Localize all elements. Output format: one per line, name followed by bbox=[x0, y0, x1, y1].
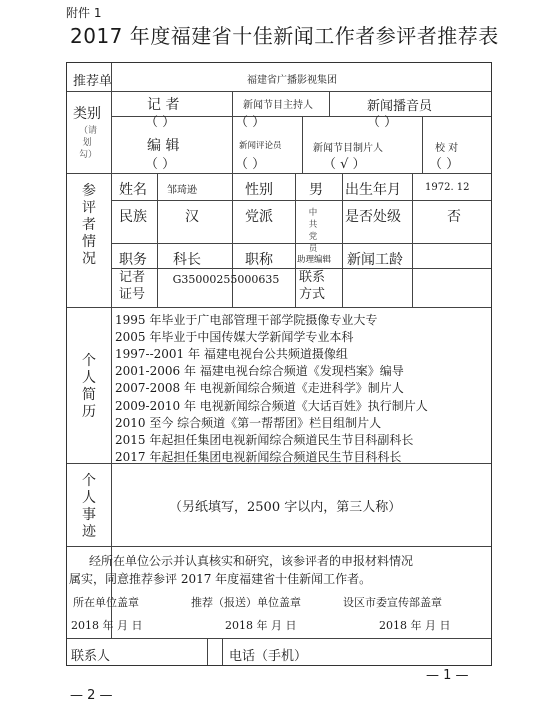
resume-line: 1997--2001 年 福建电视台公共频道摄像组 bbox=[115, 347, 348, 361]
birth-value: 1972. 12 bbox=[425, 182, 470, 193]
category-option-producer: 新闻节目制片人 bbox=[313, 143, 383, 154]
resume-label: 个人简历 bbox=[82, 353, 96, 420]
birth-label: 出生年月 bbox=[345, 182, 401, 198]
seal-dept: 设区市委宣传部盖章 bbox=[343, 596, 442, 609]
category-mark-producer: （ √ ） bbox=[323, 157, 366, 172]
form-title: 2017 年度福建省十佳新闻工作者参评者推荐表 bbox=[70, 24, 499, 48]
resume-line: 2007-2008 年 电视新闻综合频道《走进科学》制片人 bbox=[115, 381, 404, 395]
rank-value: 否 bbox=[447, 209, 461, 225]
category-option-proofreader: 校 对 bbox=[435, 143, 459, 154]
seal-date: 2018 年 月 日 bbox=[71, 619, 143, 632]
seal-date: 2018 年 月 日 bbox=[379, 619, 451, 632]
years-label: 新闻工龄 bbox=[347, 252, 403, 268]
rank-label: 是否处级 bbox=[345, 209, 401, 225]
gender-value: 男 bbox=[309, 182, 323, 198]
deeds-note: （另纸填写，2500 字以内，第三人称） bbox=[169, 500, 402, 515]
ethnicity-value: 汉 bbox=[185, 209, 199, 225]
recommender-value: 福建省广播影视集团 bbox=[247, 75, 337, 86]
approval-statement: 经所在单位公示并认真核实和研究，该参评者的申报材料情况 bbox=[89, 554, 414, 568]
contact-label: 联系方式 bbox=[299, 270, 326, 302]
candidate-section-label: 参评者情况 bbox=[82, 183, 96, 267]
deeds-label: 个人事迹 bbox=[82, 473, 96, 540]
category-mark-commentator: （ ） bbox=[235, 157, 266, 172]
seal-date: 2018 年 月 日 bbox=[225, 619, 297, 632]
seal-recommend: 推荐（报送）单位盖章 bbox=[191, 596, 301, 609]
resume-line: 2009-2010 年 电视新闻综合频道《大话百姓》执行制片人 bbox=[115, 399, 428, 413]
card-value: G35000255000635 bbox=[172, 273, 280, 286]
category-mark-announcer: （ ） bbox=[367, 115, 398, 130]
name-label: 姓名 bbox=[119, 182, 147, 198]
category-option-announcer: 新闻播音员 bbox=[367, 99, 433, 114]
approval-statement: 属实，同意推荐参评 2017 年度福建省十佳新闻工作者。 bbox=[69, 572, 372, 586]
category-note: （请划勾） bbox=[79, 126, 98, 160]
category-label: 类别 bbox=[73, 106, 101, 122]
category-option-commentator: 新闻评论员 bbox=[239, 141, 282, 151]
party-value: 中共党员 bbox=[308, 208, 318, 254]
resume-line: 1995 年毕业于广电部管理干部学院摄像专业大专 bbox=[115, 313, 378, 327]
page-number-right: — 1 — bbox=[426, 668, 469, 683]
party-label: 党派 bbox=[245, 209, 273, 225]
contact-person-label: 联系人 bbox=[71, 649, 111, 664]
attachment-label: 附件 1 bbox=[66, 6, 102, 20]
category-option-host: 新闻节目主持人 bbox=[243, 100, 313, 111]
category-mark-proofreader: （ ） bbox=[429, 157, 460, 172]
card-label: 记者证号 bbox=[119, 270, 146, 302]
category-mark-host: （ ） bbox=[235, 115, 266, 130]
name-value: 邹琦逊 bbox=[167, 185, 197, 196]
category-mark-reporter: （ ） bbox=[145, 115, 176, 130]
recommender-label: 推荐单 bbox=[73, 74, 113, 89]
position-value: 科长 bbox=[173, 252, 201, 268]
category-mark-editor: （ ） bbox=[145, 157, 176, 172]
resume-line: 2005 年毕业于中国传媒大学新闻学专业本科 bbox=[115, 330, 354, 344]
resume-line: 2017 年起担任集团电视新闻综合频道民生节目科科长 bbox=[115, 450, 402, 464]
resume-line: 2015 年起担任集团电视新闻综合频道民生节目科副科长 bbox=[115, 433, 414, 447]
recommendation-form bbox=[66, 62, 492, 666]
gender-label: 性别 bbox=[245, 182, 273, 198]
category-option-reporter: 记 者 bbox=[147, 97, 180, 113]
seal-unit: 所在单位盖章 bbox=[73, 596, 139, 609]
title-label: 职称 bbox=[245, 252, 273, 268]
page-number-left: — 2 — bbox=[70, 688, 113, 703]
category-option-editor: 编 辑 bbox=[147, 138, 180, 154]
resume-line: 2001-2006 年 福建电视台综合频道《发现档案》编导 bbox=[115, 364, 404, 378]
phone-label: 电话（手机） bbox=[229, 649, 308, 664]
title-value: 助理编辑 bbox=[297, 255, 332, 265]
ethnicity-label: 民族 bbox=[119, 209, 147, 225]
resume-line: 2010 至今 综合频道《第一帮帮团》栏目组制片人 bbox=[115, 416, 382, 430]
position-label: 职务 bbox=[119, 252, 147, 268]
